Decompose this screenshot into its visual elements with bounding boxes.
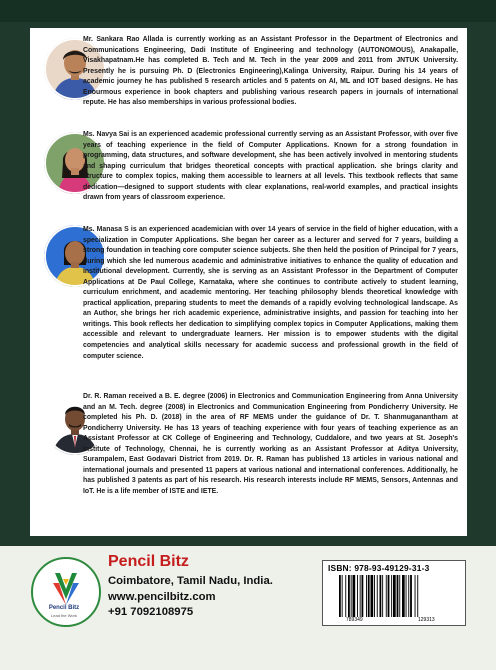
publisher-name-rest: encil Bitz bbox=[118, 553, 189, 570]
publisher-website[interactable]: www.pencilbitz.com bbox=[108, 591, 216, 603]
barcode-bar bbox=[399, 575, 400, 617]
logo-name: Pencil Bitz bbox=[48, 605, 80, 611]
publisher-phone: +91 7092108975 bbox=[108, 606, 194, 618]
publisher-name bbox=[108, 553, 189, 571]
barcode-bar bbox=[348, 575, 350, 617]
author-bio-navya: Ms. Navya Sai is an experienced academic professional currently serving as an Assistant Professor, with over five years of teaching experience in the field of Computer Applications. Known for a strong foundation in programming, data structures, and software development, she has been actively involved in mentoring students and shaping curriculum that bridges theoretical concepts with practical application. she brings clarity and structure to complex topics, making them accessible to learners at all levels. This textbook reflects that same dedication—designed to support students with clear explanations, real-world examples, and practical insights drawn from years of classroom experience. bbox=[83, 131, 458, 202]
author-bio-raman: Dr. R. Raman received a B. E. degree (2006) in Electronics and Communication Engineering from Anna University and an M. Tech. degree (2008) in Electronics and Communication Engineering from Pondicherry University. He completed his Ph. D. (2018) in the area of RF MEMS under the guidance of Dr. T. Shanmuganantham at Pondicherry University. He has 13 years of teaching experience with four years of teaching experience as an Assistant Professor at CK College of Engineering and Technology, Cuddalore, and two years at St. Joseph's Institute of Technology, Chennai, he is currently working as an Assistant Professor at Aditya University, Surampalem, East Godavari District from 2019. Dr. R. Raman has published 13 articles in various national and international journals and presented 11 papers at various national and international conferences. Additionally, he has published 3 patents as part of his research. His research interests include RF MEMS, Sensors, Antennas and IoT. He is a life member of ISTE and IETE. bbox=[83, 393, 458, 495]
barcode-bar bbox=[406, 575, 407, 617]
top-strip bbox=[0, 0, 496, 22]
barcode-bar bbox=[402, 575, 405, 617]
barcode-bar bbox=[386, 575, 387, 617]
publisher-name-initial: P bbox=[108, 553, 119, 570]
author-bio-sankara: Mr. Sankara Rao Allada is currently working as an Assistant Professor in the Department of Electronics and Communications Engineering, Dadi Institute of Engineering and technology (AUTONOMOUS), Anakapalle, Visakhapatnam.He has completed B. Tech and M. Tech in the year 2009 and 2011 from JNTUK University. Presently he is pursuing Ph. D (Electronics Engineering),Kalinga University, Raipur. During his 14 years of academic journey he has published 5 research articles and 5 patents on AI, ML and IOT based designs. He has Enourmous experience in book chapters and publishing various research papers in journals of international repute. He has also memberships in various professional bodies. bbox=[83, 36, 458, 107]
barcode-bar bbox=[415, 575, 416, 617]
logo-tagline: Lead the Work bbox=[51, 613, 77, 618]
barcode-bar bbox=[388, 575, 390, 617]
barcode-bar bbox=[345, 575, 346, 617]
barcode-bar bbox=[360, 575, 361, 617]
barcode-bar bbox=[417, 575, 418, 617]
barcode-bar bbox=[377, 575, 378, 617]
isbn-number: ISBN: 978-93-49129-31-3 bbox=[328, 563, 430, 573]
barcode-bar bbox=[408, 575, 409, 617]
author-bio-manasa: Ms. Manasa S is an experienced academician with over 14 years of service in the field of higher education, with a specialization in Computer Applications. She began her career as a lecturer and served for 7 years, building a strong foundation in teaching core computer science subjects. She then held the position of Principal for 7 years, during which she led numerous academic and administrative initiatives to enhance the quality of education and institutional development. Currently, she is serving as an Assistant Professor in the Department of Computer Applications at De Paul College, Karnataka, where she continues to contribute actively to student learning, curriculum enrichment, and academic mentoring. Her teaching philosophy blends theoretical knowledge with practical application, preparing students to meet the demands of a rapidly evolving technological landscape. As an Author, she brings her rich academic experience, administrative insights, and passion for teaching into her writings. This book reflects her dedication to simplifying complex topics in Computer Applications, making them accessible and relevant to undergraduate learners. Her mission is to empower students with the digital competencies and analytical skills necessary for academic success and professional growth in the field of computer science. bbox=[83, 226, 458, 360]
barcode-bar bbox=[353, 575, 356, 617]
barcode-bar bbox=[362, 575, 364, 617]
barcode-digits-left: 789349 bbox=[346, 617, 363, 623]
barcode-bar bbox=[368, 575, 370, 617]
barcode-bar bbox=[339, 575, 341, 617]
barcode-bar bbox=[366, 575, 367, 617]
barcode-bar bbox=[410, 575, 412, 617]
publisher-city: Coimbatore, Tamil Nadu, India. bbox=[108, 575, 273, 587]
barcode-bar bbox=[382, 575, 383, 617]
barcode-bar bbox=[393, 575, 396, 617]
barcode-digits-right: 129313 bbox=[418, 617, 435, 623]
barcode-bar bbox=[342, 575, 343, 617]
barcode-bar bbox=[380, 575, 382, 617]
barcode-bar bbox=[357, 575, 358, 617]
barcode-bar bbox=[397, 575, 399, 617]
barcode-bar bbox=[391, 575, 392, 617]
barcode-bar bbox=[371, 575, 374, 617]
barcode-bar bbox=[351, 575, 352, 617]
barcode-bar bbox=[374, 575, 375, 617]
